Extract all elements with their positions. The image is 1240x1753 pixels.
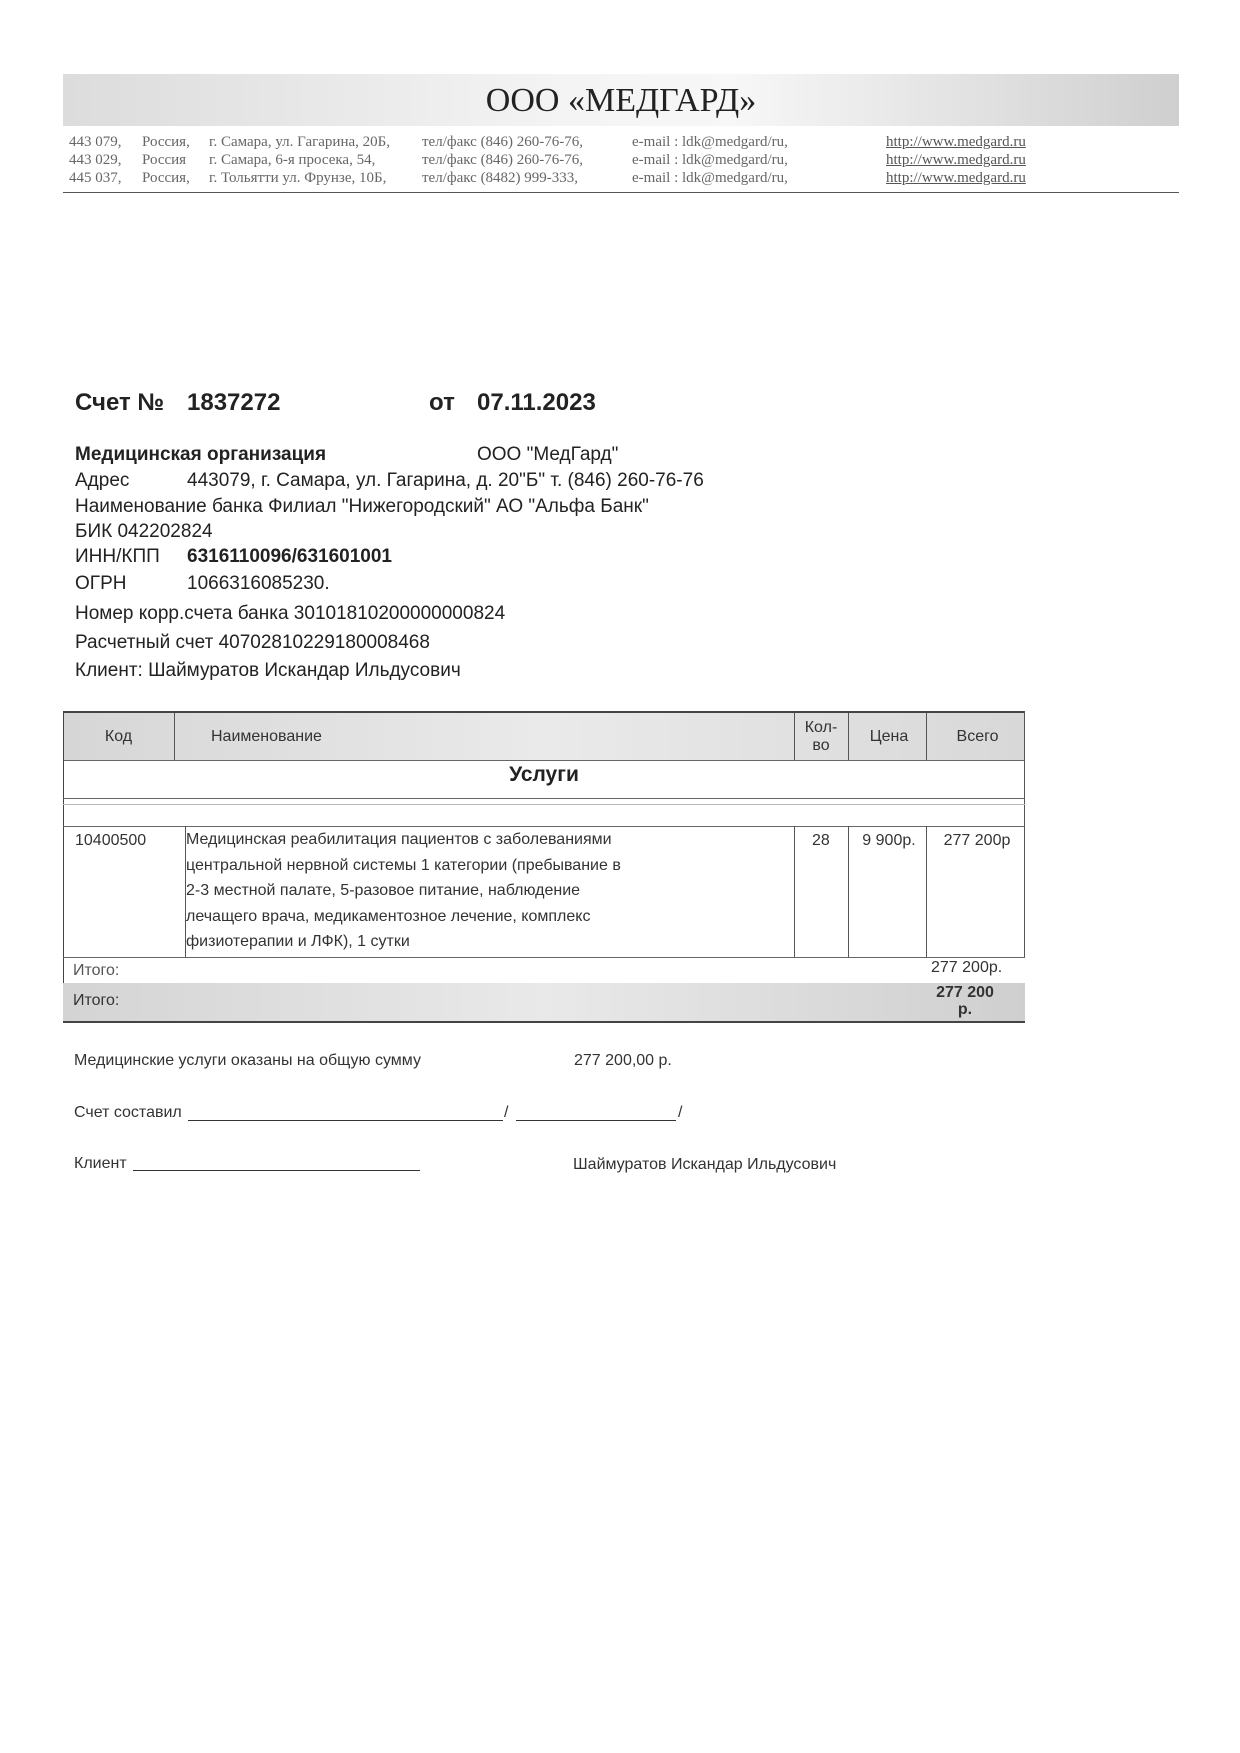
contact-zip: 443 029,: [69, 152, 122, 168]
org-label: Медицинская организация: [75, 444, 327, 465]
total-value-line1: 277 200: [936, 984, 994, 1001]
contact-phone: тел/факс (8482) 999-333,: [422, 170, 579, 186]
contact-zip: 445 037,: [69, 170, 122, 186]
header-divider-3: [848, 713, 849, 760]
contact-country: Россия: [142, 152, 187, 168]
inn-label: ИНН/КПП: [75, 546, 160, 567]
row-divider-2: [794, 826, 795, 957]
row-divider-1: [185, 826, 186, 957]
section-services: Услуги: [509, 763, 579, 786]
description-line: физиотерапии и ЛФК), 1 сутки: [186, 933, 410, 950]
subtotal-row: [63, 957, 1025, 979]
invoice-date: 07.11.2023: [477, 389, 596, 416]
header-divider-4: [926, 713, 927, 760]
description-line: центральной нервной системы 1 категории (пребывание в: [186, 856, 621, 874]
total-value: [935, 984, 995, 1018]
section-divider: [63, 798, 1025, 799]
compiled-label: Счет составил: [74, 1104, 182, 1121]
client-line: Клиент: Шаймуратов Искандар Ильдусович: [75, 660, 461, 681]
contact-address: г. Самара, ул. Гагарина, 20Б,: [209, 134, 390, 150]
company-name: ООО «МЕДГАРД»: [485, 82, 757, 119]
compiled-slash: /: [504, 1104, 509, 1121]
invoice-number: 1837272: [187, 389, 281, 416]
header-divider: [63, 192, 1179, 193]
subtotal-value: 277 200р.: [931, 959, 1003, 976]
contact-row: [69, 134, 1179, 152]
contact-email: e-mail : ldk@medgard/ru,: [632, 170, 788, 186]
ogrn-label: ОГРН: [75, 573, 127, 594]
subtotal-label: Итого:: [73, 962, 120, 979]
header-qty: [794, 713, 848, 760]
description-line: лечащего врача, медикаментозное лечение, комплекс: [186, 907, 591, 925]
compiled-signature-line: [188, 1120, 503, 1121]
contact-email: e-mail : ldk@medgard/ru,: [632, 152, 788, 168]
inn-value: 6316110096/631601001: [187, 546, 393, 567]
settlement-account: Расчетный счет 40702810229180008468: [75, 632, 430, 653]
contact-row: [69, 170, 1179, 188]
client-name: Шаймуратов Искандар Ильдусович: [573, 1156, 837, 1173]
corr-account: Номер корр.счета банка 30101810200000000824: [75, 603, 506, 624]
header-total: Всего: [956, 727, 999, 745]
header-qty-line2: во: [812, 736, 830, 754]
spacer-divider: [63, 804, 1025, 805]
address-row: [75, 470, 704, 492]
row-price: 9 900р.: [862, 832, 916, 849]
header-divider-1: [174, 713, 175, 760]
contact-email: e-mail : ldk@medgard/ru,: [632, 134, 788, 150]
invoice-label: Счет №: [75, 389, 165, 416]
bank-name: Наименование банка Филиал "Нижегородский" АО "Альфа Банк": [75, 496, 649, 517]
table-right-border: [1024, 711, 1025, 957]
company-banner: [63, 74, 1179, 126]
contact-row: [69, 152, 1179, 170]
client-sign-label: Клиент: [74, 1155, 127, 1172]
row-qty: 28: [812, 832, 830, 849]
contact-website-link[interactable]: http://www.medgard.ru: [886, 170, 1026, 186]
contact-country: Россия,: [142, 134, 190, 150]
header-divider-2: [794, 713, 795, 760]
compiled-name-line: [516, 1120, 676, 1121]
header-price: Цена: [869, 727, 909, 745]
contact-address: г. Тольятти ул. Фрунзе, 10Б,: [209, 170, 387, 186]
table-header: [63, 711, 1025, 761]
invoice-from-label: от: [429, 389, 455, 416]
org-row: [75, 444, 619, 466]
ogrn-value: 1066316085230.: [187, 573, 330, 594]
header-contacts: [69, 134, 1179, 188]
contact-phone: тел/факс (846) 260-76-76,: [422, 134, 584, 150]
contact-address: г. Самара, 6-я просека, 54,: [209, 152, 376, 168]
row-description: [186, 827, 666, 955]
header-name: Наименование: [211, 727, 322, 745]
contact-country: Россия,: [142, 170, 190, 186]
total-value-line2: р.: [957, 1001, 973, 1018]
row-divider-3: [848, 826, 849, 957]
bank-bik: БИК 042202824: [75, 521, 213, 542]
contact-phone: тел/факс (846) 260-76-76,: [422, 152, 584, 168]
sum-value: 277 200,00 р.: [574, 1052, 672, 1069]
row-code: 10400500: [75, 832, 147, 849]
total-label: Итого:: [73, 992, 120, 1009]
contact-zip: 443 079,: [69, 134, 122, 150]
inn-row: [75, 546, 393, 568]
contact-website-link[interactable]: http://www.medgard.ru: [886, 134, 1026, 150]
header-code: Код: [104, 727, 133, 745]
org-value: ООО "МедГард": [477, 444, 619, 465]
description-line: Медицинская реабилитация пациентов с заболеваниями: [186, 831, 612, 848]
ogrn-row: [75, 573, 330, 595]
header-qty-line1: Кол-: [804, 718, 838, 736]
address-value: 443079, г. Самара, ул. Гагарина, д. 20"Б" т. (846) 260-76-76: [187, 470, 704, 491]
row-total: 277 200р: [943, 832, 1011, 849]
description-line: 2-3 местной палате, 5-разовое питание, наблюдение: [186, 882, 581, 899]
total-row: [63, 983, 1025, 1023]
address-label: Адрес: [75, 470, 130, 491]
contact-website-link[interactable]: http://www.medgard.ru: [886, 152, 1026, 168]
row-divider-4: [926, 826, 927, 957]
client-signature-line: [133, 1170, 420, 1171]
sum-label: Медицинские услуги оказаны на общую сумму: [74, 1052, 421, 1069]
compiled-slash-end: /: [678, 1104, 683, 1121]
